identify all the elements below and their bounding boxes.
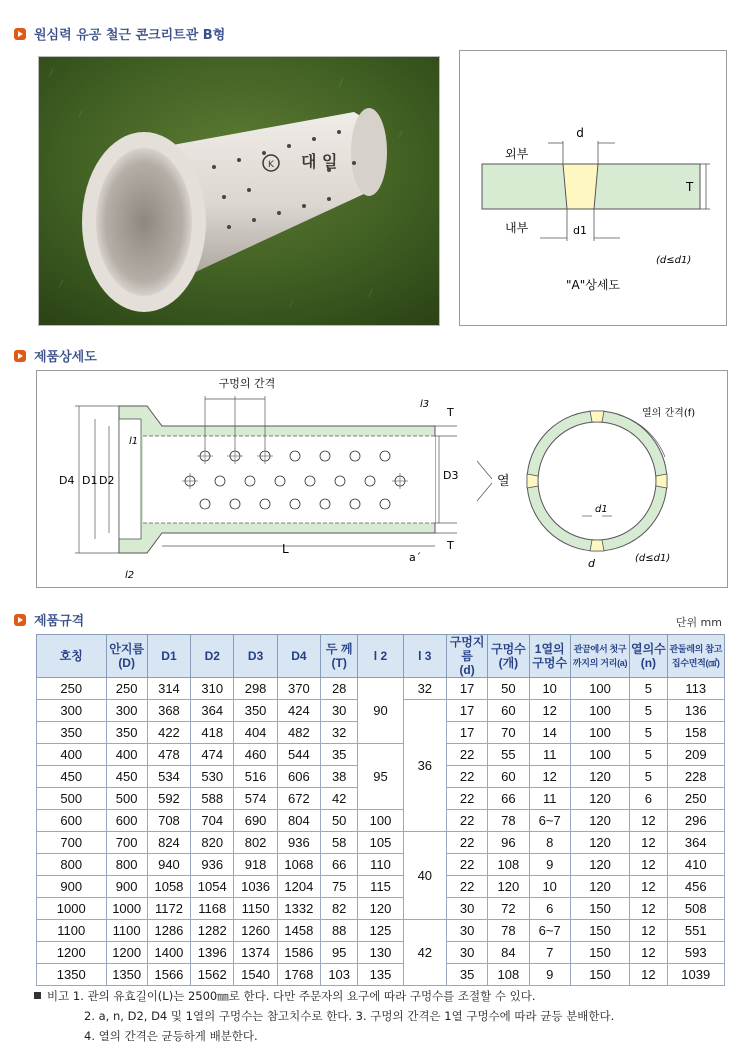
cell-inner: 400 [106, 744, 147, 766]
cell-D3: 690 [234, 810, 277, 832]
table-row [37, 964, 725, 986]
col-hole-count: 구멍수 (개) [488, 635, 529, 678]
cell-rows: 12 [630, 854, 667, 876]
cell-hole-count: 84 [488, 942, 529, 964]
cell-hole-dia: 17 [446, 678, 487, 700]
cell-distance: 150 [570, 920, 629, 942]
label-D4: D4 [59, 474, 75, 487]
section-condition: (d≤d1) [635, 553, 671, 564]
cell-hole-dia: 22 [446, 876, 487, 898]
cell-hole-dia: 30 [446, 898, 487, 920]
cell-D2: 1396 [191, 942, 234, 964]
cell-inner: 800 [106, 854, 147, 876]
cell-area: 456 [667, 876, 724, 898]
note-line-3: 4. 열의 간격은 균등하게 배분한다. [84, 1029, 258, 1043]
label-l3: l3 [420, 399, 430, 410]
detail-a-panel [459, 50, 727, 326]
label-T-bottom: T [447, 539, 454, 552]
cell-hole-count: 78 [488, 920, 529, 942]
cell-inner: 1350 [106, 964, 147, 986]
cell-rows: 5 [630, 678, 667, 700]
cell-thickness: 42 [321, 788, 358, 810]
col-l3: l 3 [403, 635, 446, 678]
cell-D3: 1260 [234, 920, 277, 942]
cell-distance: 120 [570, 876, 629, 898]
cell-nominal: 500 [37, 788, 107, 810]
cell-hole-count: 60 [488, 700, 529, 722]
col-D3: D3 [234, 635, 277, 678]
cell-D4: 1332 [277, 898, 320, 920]
cell-D1: 534 [147, 766, 190, 788]
section-title-product [14, 24, 225, 43]
cell-nominal: 1350 [37, 964, 107, 986]
cell-hole-count: 72 [488, 898, 529, 920]
section-title-text: 제품상세도 [34, 350, 97, 365]
cell-D2: 474 [191, 744, 234, 766]
cell-D1: 1566 [147, 964, 190, 986]
cell-distance: 100 [570, 678, 629, 700]
cell-hole-dia: 17 [446, 700, 487, 722]
label-l2: l2 [125, 570, 135, 581]
cell-hole-dia: 30 [446, 920, 487, 942]
cell-thickness: 50 [321, 810, 358, 832]
cell-rows: 5 [630, 766, 667, 788]
cell-D3: 802 [234, 832, 277, 854]
cell-D4: 370 [277, 678, 320, 700]
table-row [37, 744, 725, 766]
cell-thickness: 35 [321, 744, 358, 766]
cell-distance: 120 [570, 788, 629, 810]
cell-l3: 42 [403, 920, 446, 986]
cell-thickness: 32 [321, 722, 358, 744]
cell-per-row: 9 [529, 964, 570, 986]
cell-area: 250 [667, 788, 724, 810]
cell-D1: 1286 [147, 920, 190, 942]
cell-per-row: 9 [529, 854, 570, 876]
table-row [37, 854, 725, 876]
cell-hole-count: 96 [488, 832, 529, 854]
cell-D4: 936 [277, 832, 320, 854]
cell-thickness: 30 [321, 700, 358, 722]
col-D2: D2 [191, 635, 234, 678]
cell-area: 1039 [667, 964, 724, 986]
square-bullet-icon [34, 992, 41, 999]
cell-D2: 936 [191, 854, 234, 876]
cell-D1: 1172 [147, 898, 190, 920]
cell-D3: 350 [234, 700, 277, 722]
cell-rows: 12 [630, 942, 667, 964]
table-row [37, 898, 725, 920]
cell-hole-count: 66 [488, 788, 529, 810]
cell-area: 228 [667, 766, 724, 788]
spec-table-body [37, 678, 725, 986]
cell-area: 551 [667, 920, 724, 942]
label-row: 열 [497, 474, 510, 489]
cell-rows: 12 [630, 810, 667, 832]
cell-nominal: 700 [37, 832, 107, 854]
col-nominal: 호칭 [37, 635, 107, 678]
cell-area: 296 [667, 810, 724, 832]
cell-rows: 6 [630, 788, 667, 810]
cell-hole-dia: 22 [446, 788, 487, 810]
arrow-bullet-icon [14, 614, 26, 626]
cell-nominal: 400 [37, 744, 107, 766]
cell-inner: 1000 [106, 898, 147, 920]
cell-inner: 600 [106, 810, 147, 832]
cell-rows: 12 [630, 964, 667, 986]
pipe-logo-text: 대 일 [301, 152, 338, 171]
label-d: d [576, 126, 584, 140]
product-drawing [37, 371, 727, 587]
cell-per-row: 8 [529, 832, 570, 854]
cell-rows: 12 [630, 876, 667, 898]
cell-distance: 120 [570, 832, 629, 854]
cell-D2: 530 [191, 766, 234, 788]
table-row [37, 678, 725, 700]
cell-hole-count: 108 [488, 854, 529, 876]
cell-per-row: 12 [529, 700, 570, 722]
cell-thickness: 75 [321, 876, 358, 898]
cell-D3: 298 [234, 678, 277, 700]
cell-l2: 125 [358, 920, 403, 942]
cell-distance: 120 [570, 810, 629, 832]
notes [34, 986, 614, 1046]
cell-inner: 1100 [106, 920, 147, 942]
cell-per-row: 11 [529, 788, 570, 810]
cell-hole-count: 60 [488, 766, 529, 788]
cell-per-row: 6~7 [529, 810, 570, 832]
cell-D4: 1458 [277, 920, 320, 942]
cell-D1: 1400 [147, 942, 190, 964]
cell-hole-dia: 22 [446, 832, 487, 854]
arrow-bullet-icon [14, 350, 26, 362]
col-area: 관둘레의 참고 집수면적(㎠) [667, 635, 724, 678]
cell-area: 410 [667, 854, 724, 876]
cell-l2: 95 [358, 744, 403, 810]
label-d1-section: d1 [595, 504, 608, 515]
col-D4: D4 [277, 635, 320, 678]
cell-nominal: 350 [37, 722, 107, 744]
table-row [37, 876, 725, 898]
note-line-1: 비고 1. 관의 유효길이(L)는 2500㎜로 한다. 다만 주문자의 요구에 따라 구멍수를 조절할 수 있다. [34, 986, 614, 1006]
col-inner: 안지름 (D) [106, 635, 147, 678]
cell-l3: 40 [403, 832, 446, 920]
section-title-text: 제품규격 [34, 614, 85, 629]
cell-distance: 120 [570, 766, 629, 788]
label-d1: d1 [573, 224, 587, 237]
cell-hole-dia: 22 [446, 810, 487, 832]
cell-nominal: 1000 [37, 898, 107, 920]
cell-D3: 574 [234, 788, 277, 810]
cell-nominal: 600 [37, 810, 107, 832]
cell-hole-count: 50 [488, 678, 529, 700]
cell-D4: 482 [277, 722, 320, 744]
cell-D3: 1036 [234, 876, 277, 898]
cell-D1: 314 [147, 678, 190, 700]
cell-distance: 100 [570, 700, 629, 722]
cell-distance: 150 [570, 898, 629, 920]
cell-thickness: 28 [321, 678, 358, 700]
cell-inner: 450 [106, 766, 147, 788]
cell-nominal: 300 [37, 700, 107, 722]
cell-D2: 1054 [191, 876, 234, 898]
cell-D4: 424 [277, 700, 320, 722]
cell-nominal: 250 [37, 678, 107, 700]
col-thickness: 두 께 (T) [321, 635, 358, 678]
cell-D2: 1282 [191, 920, 234, 942]
cell-D4: 544 [277, 744, 320, 766]
cell-D4: 672 [277, 788, 320, 810]
cell-thickness: 88 [321, 920, 358, 942]
cell-distance: 150 [570, 942, 629, 964]
cell-D2: 820 [191, 832, 234, 854]
cell-D4: 1068 [277, 854, 320, 876]
cell-D1: 422 [147, 722, 190, 744]
cell-per-row: 14 [529, 722, 570, 744]
cell-l2: 120 [358, 898, 403, 920]
cell-distance: 150 [570, 964, 629, 986]
cell-l2: 135 [358, 964, 403, 986]
cell-hole-dia: 22 [446, 854, 487, 876]
cell-area: 158 [667, 722, 724, 744]
cell-l2: 105 [358, 832, 403, 854]
label-outer: 외부 [505, 147, 529, 161]
cell-thickness: 58 [321, 832, 358, 854]
cell-area: 113 [667, 678, 724, 700]
note-line-2: 2. a, n, D2, D4 및 1열의 구멍수는 참고치수로 한다. 3. 구멍의 간격은 1열 구멍수에 따라 균등 분배한다. [84, 1009, 615, 1023]
col-l2: l 2 [358, 635, 403, 678]
cell-inner: 300 [106, 700, 147, 722]
cell-hole-count: 55 [488, 744, 529, 766]
label-d-section: d [588, 557, 595, 570]
spec-table [36, 634, 725, 986]
cell-D1: 824 [147, 832, 190, 854]
cell-area: 136 [667, 700, 724, 722]
cell-rows: 12 [630, 898, 667, 920]
cell-hole-count: 108 [488, 964, 529, 986]
row-spacing-label: 열의 간격(f) [642, 408, 696, 419]
cell-l3: 32 [403, 678, 446, 700]
col-D1: D1 [147, 635, 190, 678]
cell-inner: 1200 [106, 942, 147, 964]
cell-D2: 418 [191, 722, 234, 744]
product-drawing-panel [36, 370, 728, 588]
table-header-row [37, 635, 725, 678]
label-D3: D3 [443, 469, 459, 482]
cell-rows: 12 [630, 920, 667, 942]
cell-nominal: 1100 [37, 920, 107, 942]
cell-per-row: 10 [529, 876, 570, 898]
label-a: a´ [409, 551, 422, 564]
cell-inner: 900 [106, 876, 147, 898]
cell-inner: 500 [106, 788, 147, 810]
cell-D3: 1540 [234, 964, 277, 986]
cell-thickness: 38 [321, 766, 358, 788]
detail-a-drawing [460, 51, 726, 325]
detail-a-condition: (d≤d1) [656, 255, 692, 266]
cell-distance: 120 [570, 854, 629, 876]
cell-hole-dia: 17 [446, 722, 487, 744]
cell-hole-count: 70 [488, 722, 529, 744]
cell-D2: 1562 [191, 964, 234, 986]
table-row [37, 920, 725, 942]
cell-thickness: 95 [321, 942, 358, 964]
col-hole-dia: 구멍지름 (d) [446, 635, 487, 678]
label-T-top: T [447, 406, 454, 419]
cell-D3: 404 [234, 722, 277, 744]
cell-l2: 115 [358, 876, 403, 898]
cell-hole-dia: 35 [446, 964, 487, 986]
cell-per-row: 6~7 [529, 920, 570, 942]
cell-D1: 592 [147, 788, 190, 810]
section-title-drawing [14, 346, 97, 365]
cell-hole-dia: 22 [446, 744, 487, 766]
cell-area: 593 [667, 942, 724, 964]
cell-D3: 460 [234, 744, 277, 766]
cell-area: 364 [667, 832, 724, 854]
unit-label: 단위 mm [675, 616, 722, 629]
section-title-spec [14, 610, 84, 629]
cell-D4: 606 [277, 766, 320, 788]
detail-a-caption: "A"상세도 [565, 278, 621, 292]
cell-D2: 1168 [191, 898, 234, 920]
cell-D2: 704 [191, 810, 234, 832]
col-rows: 열의수 (n) [630, 635, 667, 678]
cell-distance: 100 [570, 744, 629, 766]
cell-D3: 1150 [234, 898, 277, 920]
cell-D2: 588 [191, 788, 234, 810]
cell-l2: 110 [358, 854, 403, 876]
cell-hole-dia: 30 [446, 942, 487, 964]
svg-text:K: K [268, 160, 274, 170]
cell-D4: 1768 [277, 964, 320, 986]
hole-spacing-label: 구멍의 간격 [218, 377, 276, 390]
cell-nominal: 450 [37, 766, 107, 788]
cell-thickness: 66 [321, 854, 358, 876]
table-row [37, 810, 725, 832]
label-L: L [282, 542, 289, 556]
cell-inner: 700 [106, 832, 147, 854]
cell-per-row: 10 [529, 678, 570, 700]
table-row [37, 832, 725, 854]
cell-D4: 1204 [277, 876, 320, 898]
cell-l3: 36 [403, 700, 446, 832]
label-l1: l1 [129, 436, 139, 447]
cell-D2: 310 [191, 678, 234, 700]
col-distance: 관끝에서 첫구 까지의 거리(a) [570, 635, 629, 678]
cell-inner: 250 [106, 678, 147, 700]
cell-nominal: 900 [37, 876, 107, 898]
cell-thickness: 82 [321, 898, 358, 920]
table-row [37, 942, 725, 964]
cell-inner: 350 [106, 722, 147, 744]
cell-nominal: 800 [37, 854, 107, 876]
cell-nominal: 1200 [37, 942, 107, 964]
cell-D3: 1374 [234, 942, 277, 964]
cell-D3: 918 [234, 854, 277, 876]
cell-D2: 364 [191, 700, 234, 722]
cell-D1: 708 [147, 810, 190, 832]
cell-hole-dia: 22 [446, 766, 487, 788]
cell-l2: 90 [358, 678, 403, 744]
cell-distance: 100 [570, 722, 629, 744]
cell-hole-count: 78 [488, 810, 529, 832]
label-T: T [686, 180, 694, 194]
label-D1: D1 [82, 474, 98, 487]
cell-D1: 940 [147, 854, 190, 876]
cell-per-row: 6 [529, 898, 570, 920]
cell-D3: 516 [234, 766, 277, 788]
cell-hole-count: 120 [488, 876, 529, 898]
cell-l2: 130 [358, 942, 403, 964]
label-D2: D2 [99, 474, 115, 487]
cell-per-row: 11 [529, 744, 570, 766]
product-photo [38, 56, 440, 326]
cell-per-row: 7 [529, 942, 570, 964]
cell-area: 209 [667, 744, 724, 766]
section-title-text: 원심력 유공 철근 콘크리트관 B형 [34, 28, 226, 43]
label-inner: 내부 [505, 221, 529, 235]
cell-l2: 100 [358, 810, 403, 832]
cell-per-row: 12 [529, 766, 570, 788]
cell-rows: 5 [630, 700, 667, 722]
cell-D1: 1058 [147, 876, 190, 898]
cell-D4: 804 [277, 810, 320, 832]
col-per-row: 1열의 구멍수 [529, 635, 570, 678]
cell-area: 508 [667, 898, 724, 920]
cell-rows: 5 [630, 722, 667, 744]
cell-thickness: 103 [321, 964, 358, 986]
cell-D4: 1586 [277, 942, 320, 964]
cell-D1: 478 [147, 744, 190, 766]
cell-D1: 368 [147, 700, 190, 722]
cell-rows: 5 [630, 744, 667, 766]
concrete-pipe-image [39, 57, 439, 325]
cell-rows: 12 [630, 832, 667, 854]
arrow-bullet-icon [14, 28, 26, 40]
